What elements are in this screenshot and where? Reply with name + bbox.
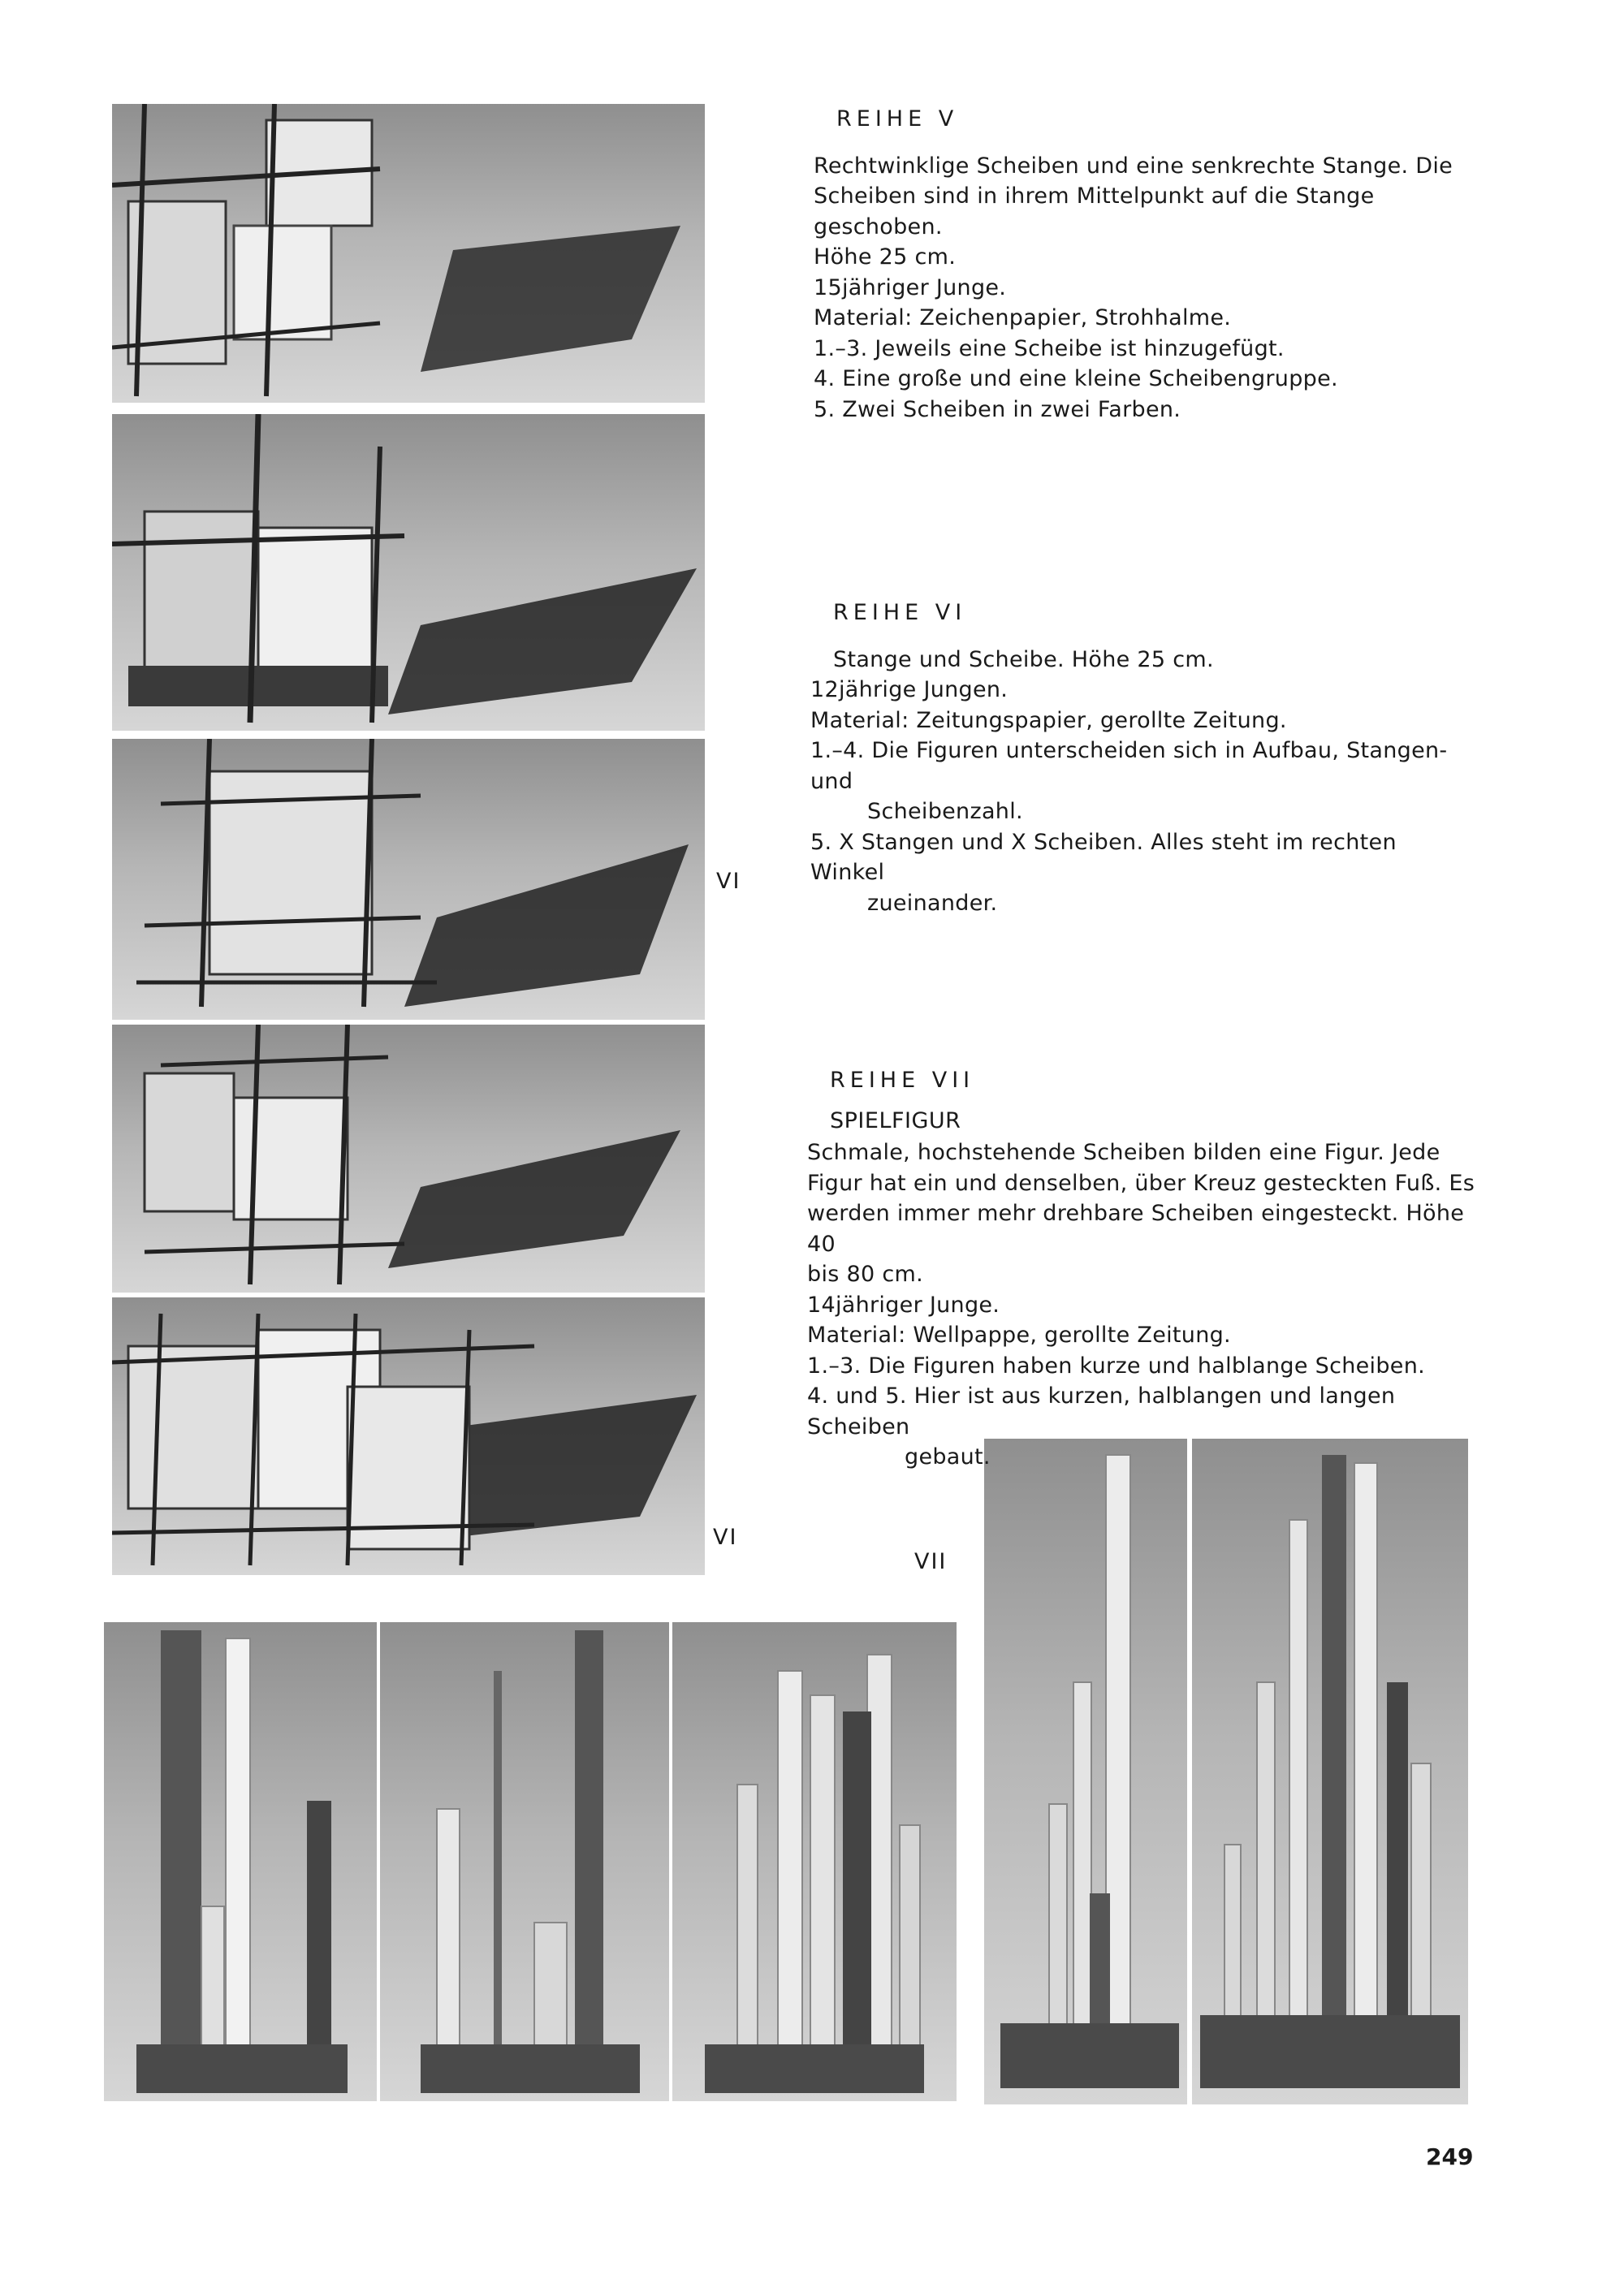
reihe6-line: zueinander. <box>867 890 998 916</box>
photo-reihe7-4 <box>984 1439 1187 2104</box>
reihe5-line: 15jähriger Junge. <box>814 274 1007 300</box>
photo-reihe6-5 <box>112 1297 705 1575</box>
reihe6-line: 5. X Stangen und X Scheiben. Alles steht im rechten Winkel <box>810 829 1397 885</box>
reihe5-line: Höhe 25 cm. <box>814 244 957 270</box>
reihe7-line: Figur hat ein und denselben, über Kreuz gesteckten Fuß. Es <box>807 1170 1475 1196</box>
reihe6-line: Scheibenzahl. <box>867 799 1023 824</box>
reihe6-line: Stange und Scheibe. Höhe 25 cm. <box>833 646 1214 672</box>
reihe7-line: 4. und 5. Hier ist aus kurzen, halblangen und langen Scheiben <box>807 1383 1396 1439</box>
reihe7-line: 1.–3. Die Figuren haben kurze und halblange Scheiben. <box>807 1353 1425 1379</box>
photo-reihe7-1 <box>104 1622 377 2101</box>
reihe6-line: Material: Zeitungspapier, gerollte Zeitung. <box>810 707 1287 733</box>
reihe7-text <box>807 1065 1476 1473</box>
reihe5-line: 5. Zwei Scheiben in zwei Farben. <box>814 396 1181 422</box>
reihe6-line: 12jährige Jungen. <box>810 677 1009 702</box>
photo-label-vi-1: VI <box>716 869 741 894</box>
reihe5-heading: REIHE V <box>836 106 959 132</box>
photo-label-vi-2: VI <box>713 1525 738 1550</box>
reihe5-text <box>814 104 1471 425</box>
reihe6-heading: REIHE VI <box>833 600 967 625</box>
photo-reihe7-5 <box>1192 1439 1468 2104</box>
reihe7-line: gebaut. <box>905 1444 991 1470</box>
page-number: 249 <box>1426 2143 1474 2170</box>
reihe7-line: Schmale, hochstehende Scheiben bilden eine Figur. Jede <box>807 1140 1440 1165</box>
reihe7-line: 14jähriger Junge. <box>807 1292 1000 1318</box>
reihe5-line: Material: Zeichenpapier, Strohhalme. <box>814 305 1232 330</box>
reihe5-line: 4. Eine große und eine kleine Scheibengruppe. <box>814 366 1338 391</box>
photo-reihe6-2 <box>112 414 705 731</box>
reihe6-text <box>810 598 1476 918</box>
reihe5-line: Rechtwinklige Scheiben und eine senkrechte Stange. Die <box>814 153 1453 179</box>
photo-reihe7-2 <box>380 1622 669 2101</box>
reihe7-line: bis 80 cm. <box>807 1262 923 1287</box>
reihe5-line: Scheiben sind in ihrem Mittelpunkt auf die Stange geschoben. <box>814 183 1375 240</box>
photo-reihe6-3 <box>112 739 705 1020</box>
photo-label-vii: VII <box>914 1549 948 1574</box>
photo-reihe6-4 <box>112 1025 705 1293</box>
photo-reihe7-3 <box>672 1622 957 2101</box>
reihe7-line: werden immer mehr drehbare Scheiben eingesteckt. Höhe 40 <box>807 1201 1465 1257</box>
reihe7-subheading: SPIELFIGUR <box>830 1107 961 1133</box>
reihe6-line: 1.–4. Die Figuren unterscheiden sich in Aufbau, Stangen- und <box>810 738 1448 794</box>
photo-reihe6-1 <box>112 104 705 403</box>
reihe5-line: 1.–3. Jeweils eine Scheibe ist hinzugefügt. <box>814 335 1285 361</box>
reihe7-line: Material: Wellpappe, gerollte Zeitung. <box>807 1323 1231 1348</box>
reihe7-heading: REIHE VII <box>830 1068 975 1093</box>
